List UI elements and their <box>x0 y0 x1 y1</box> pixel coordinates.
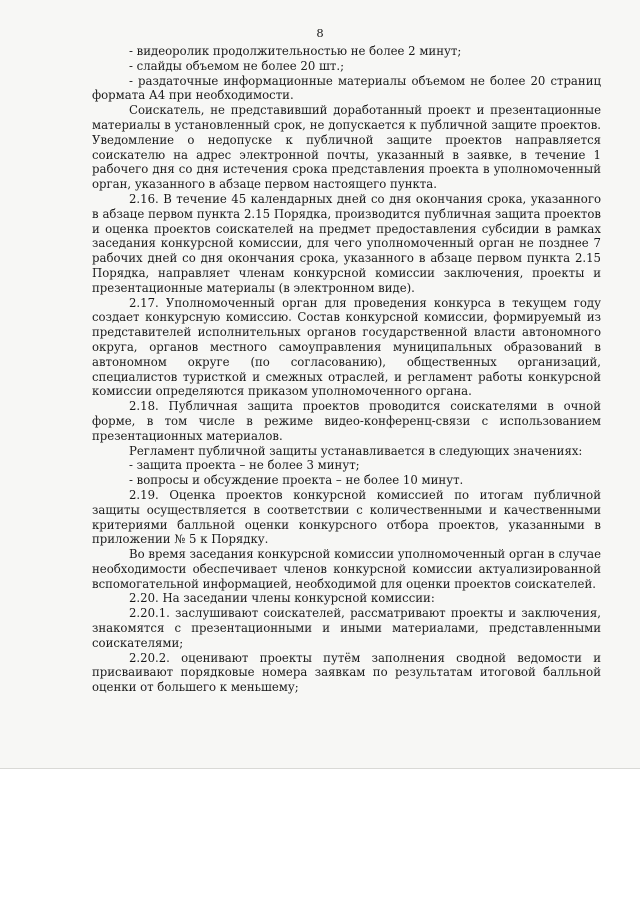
paragraph-2-16: 2.16. В течение 45 календарных дней со дня окончания срока, указанного в абзаце первом пункта 2.15 Порядка, производится публичная защита проектов и оценка проектов соискателей на предмет предоставления субсидии в рамках заседания конкурсной комиссии, для чего уполномоченный орган не позднее 7 рабочих дней со дня окончания срока, указанного в абзаце первом пункта 2.15 Порядка, направляет членам конкурсной комиссии заключения, проекты и презентационные материалы (в электронном виде). <box>92 191 601 295</box>
paragraph-regulations: Регламент публичной защиты устанавливается в следующих значениях: <box>129 443 583 458</box>
paragraph-non-admission: Соискатель, не представивший доработанный проект и презентационные материалы в установленный срок, не допускается к публичной защите проектов. Уведомление о недопуске к публичной защите проектов направляется соискателю на адрес электронной почты, указанный в заявке, в течение 1 рабочего дня со дня истечения срока представления проекта в уполномоченный орган, указанного в абзаце первом настоящего пункта. <box>92 103 601 192</box>
paragraph-2-19: 2.19. Оценка проектов конкурсной комиссией по итогам публичной защиты осуществляется в соответствии с количественными и качественными критериями балльной оценки конкурсного отбора проектов, указанными в приложении № 5 к Порядку. <box>92 487 601 547</box>
paragraph-2-20-1: 2.20.1. заслушивают соискателей, рассматривают проекты и заключения, знакомятся с презентационными и иными материалами, представленными соискателями; <box>92 606 601 650</box>
list-item-discussion-time: - вопросы и обсуждение проекта – не более 10 минут. <box>129 473 464 488</box>
paragraph-2-17: 2.17. Уполномоченный орган для проведения конкурса в текущем году создает конкурсную комиссию. Состав конкурсной комиссии, формируемый из представителей исполнительных органов государственной власти автономного округа, органов местного самоуправления муниципальных образований в автономном округе (по согласованию), общественных организаций, специалистов туристкой и смежных отраслей, и регламент работы конкурсной комиссии определяются приказом уполномоченного органа. <box>92 295 601 399</box>
page-number: 8 <box>316 26 324 40</box>
list-item-defense-time: - защита проекта – не более 3 минут; <box>129 458 360 473</box>
list-item-video: - видеоролик продолжительностью не более 2 минут; <box>129 44 462 58</box>
paragraph-2-20-2: 2.20.2. оценивают проекты путём заполнения сводной ведомости и присваивают порядковые номера заявкам по результатам итоговой балльной оценки от большего к меньшему; <box>92 650 601 695</box>
list-item-slides: - слайды объемом не более 20 шт.; <box>129 58 345 73</box>
list-item-handouts: - раздаточные информационные материалы объемом не более 20 страниц формата А4 при необходимости. <box>92 73 601 103</box>
paragraph-session-info: Во время заседания конкурсной комиссии уполномоченный орган в случае необходимости обеспечивает членов конкурсной комиссии актуализированной вспомогательной информацией, необходимой для оценки проектов соискателей. <box>92 547 601 591</box>
document-body <box>92 44 601 695</box>
paragraph-2-18: 2.18. Публичная защита проектов проводится соискателями в очной форме, в том числе в режиме видео-конференц-связи с использованием презентационных материалов. <box>92 399 601 443</box>
paragraph-2-20: 2.20. На заседании члены конкурсной комиссии: <box>129 591 435 606</box>
